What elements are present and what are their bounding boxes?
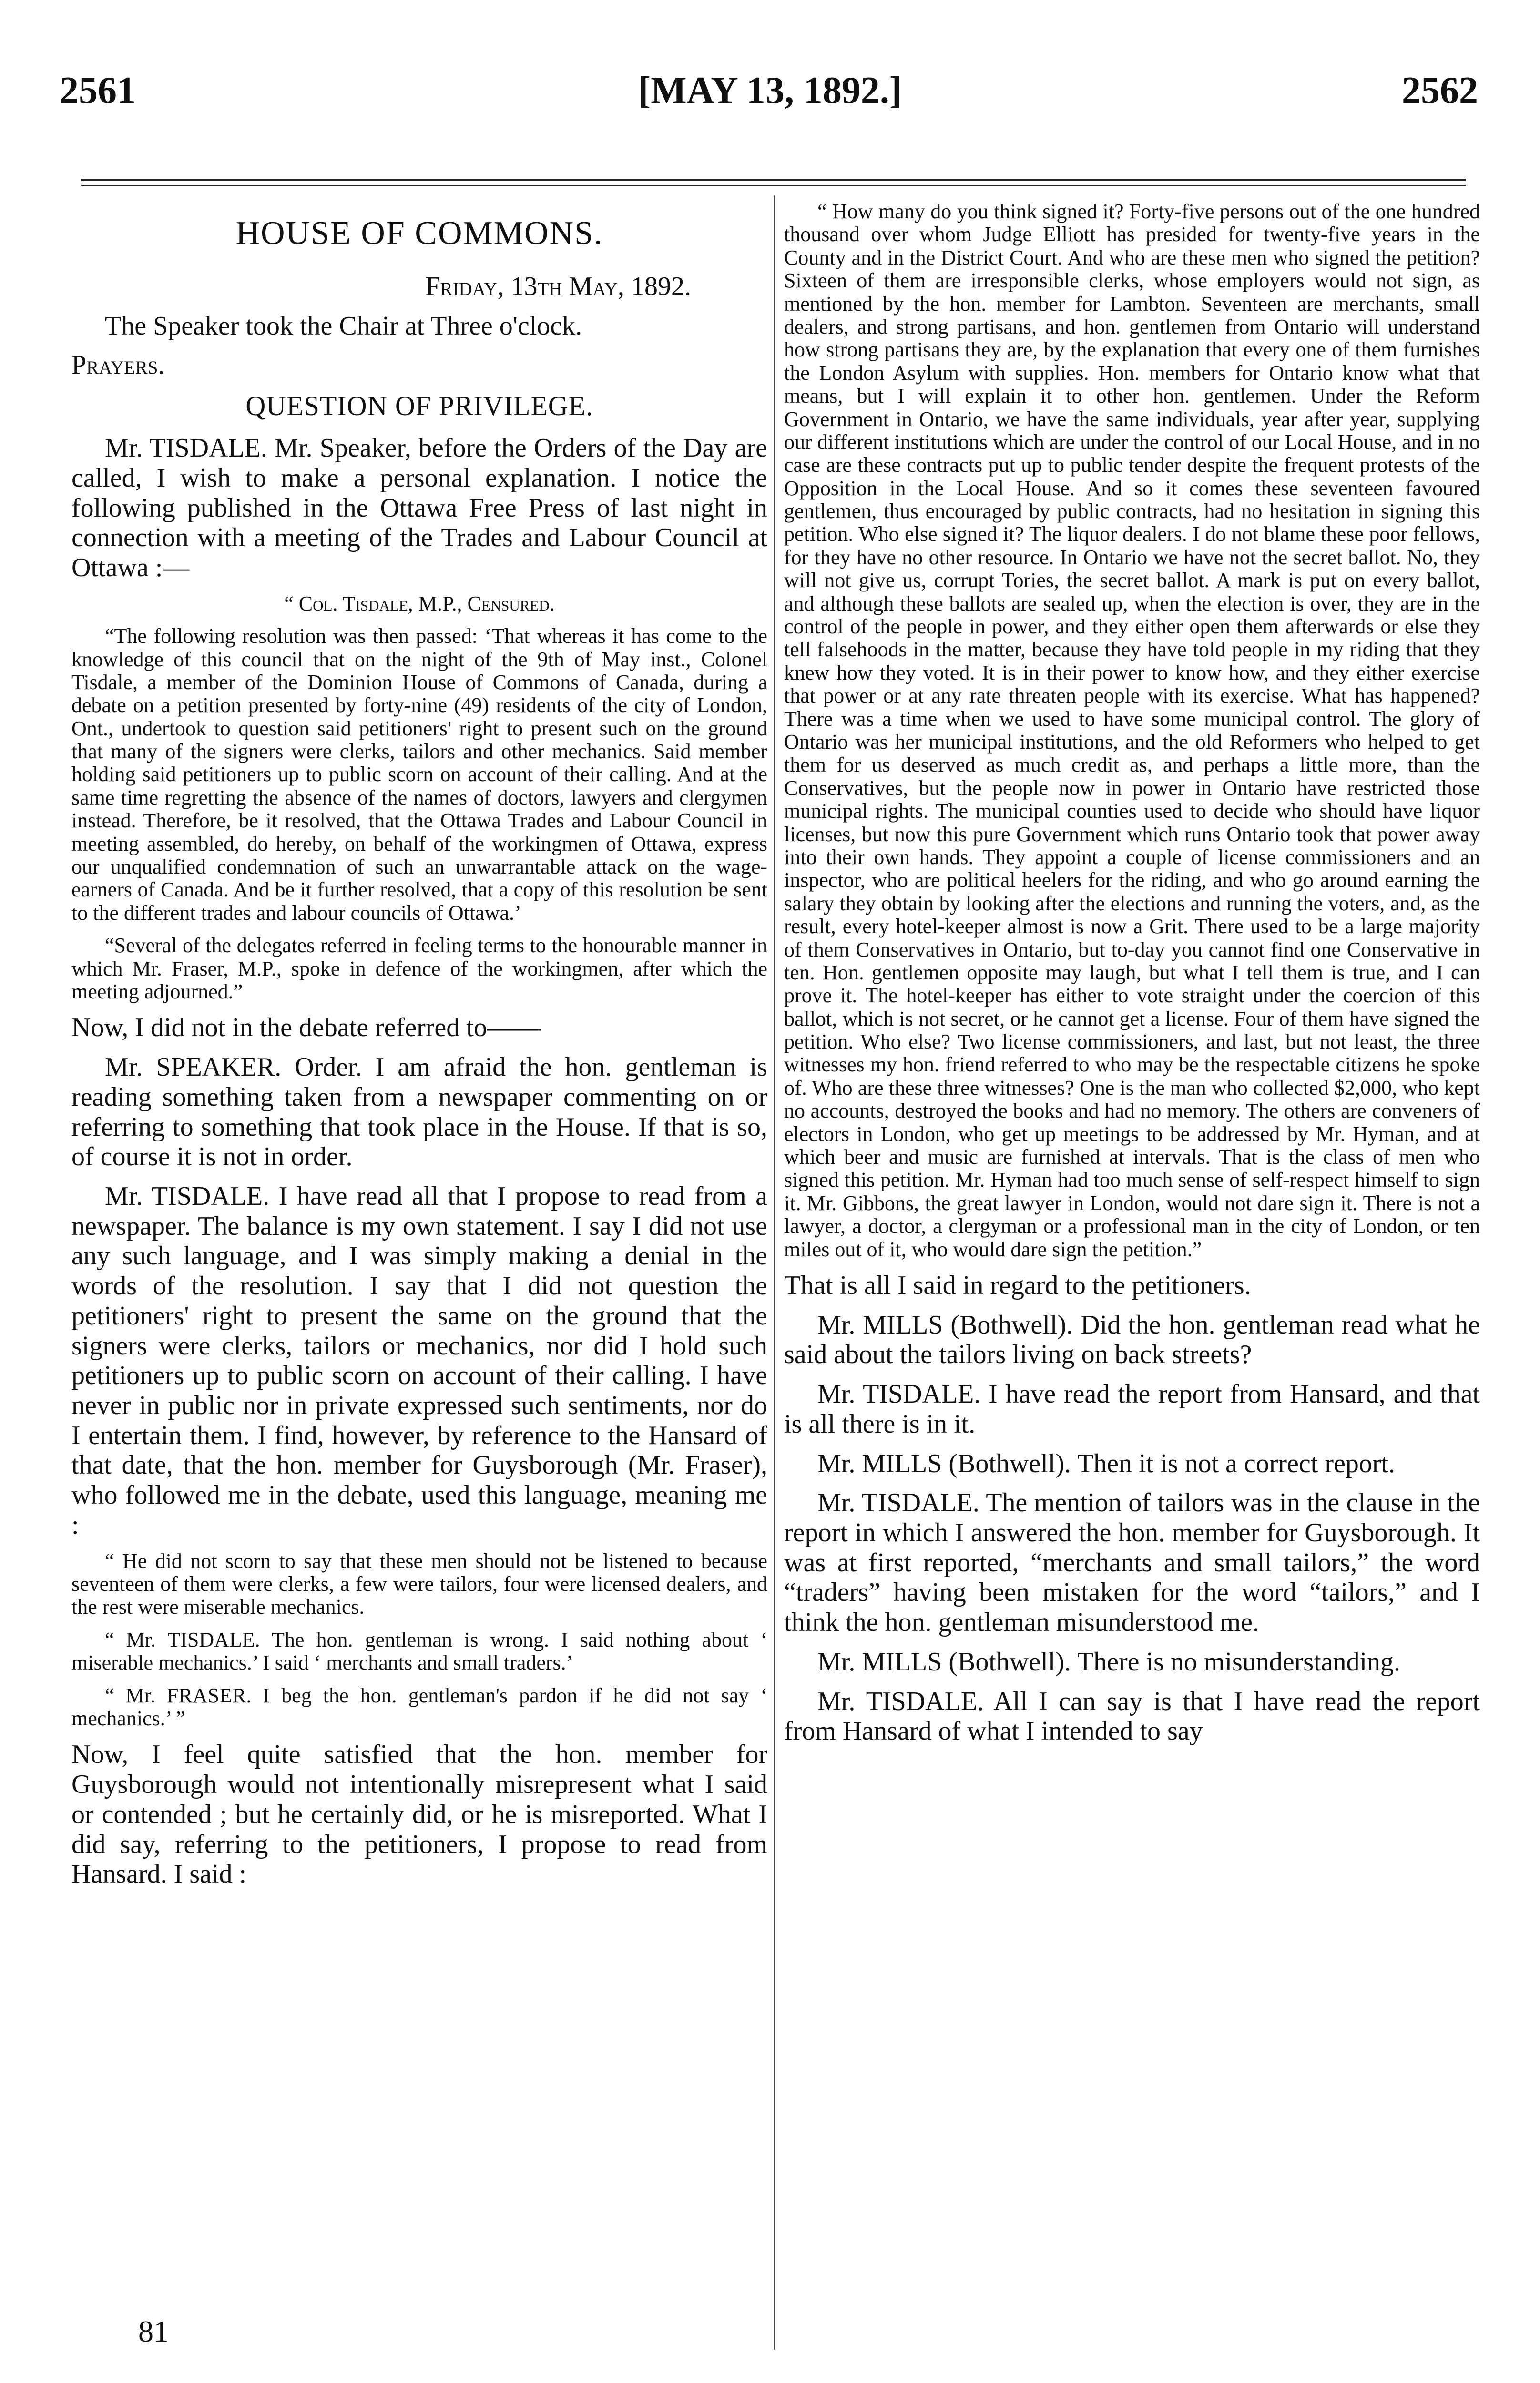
right-page-number: 2562	[1402, 70, 1478, 112]
left-column	[71, 200, 767, 2297]
sitting-date: Friday, 13th May, 1892.	[425, 272, 691, 301]
column-divider	[774, 195, 775, 2350]
subsection-title: QUESTION OF PRIVILEGE.	[245, 390, 593, 422]
header-rule-thin	[81, 185, 1466, 186]
paragraph: Mr. SPEAKER. Order. I am afraid the hon. gentleman is reading something taken from a newspaper commenting on or referring to something that took place in the House. If that is so, of course it is not in order.	[71, 1052, 767, 1172]
paragraph: Mr. MILLS (Bothwell). Did the hon. gentleman read what he said about the tailors living on back streets?	[784, 1310, 1480, 1370]
paragraph: That is all I said in regard to the petitioners.	[784, 1270, 1251, 1300]
prayers-heading: Prayers.	[71, 350, 165, 380]
speaker-took-chair: The Speaker took the Chair at Three o'clock.	[105, 311, 582, 341]
paragraph: Mr. TISDALE. All I can say is that I have read the report from Hansard of what I intended to say	[784, 1686, 1480, 1746]
paragraph: Mr. TISDALE. Mr. Speaker, before the Orders of the Day are called, I wish to make a personal explanation. I notice the following published in the Ottawa Free Press of last night in connection with a meeting of the Trades and Labour Council at Ottawa :—	[71, 433, 767, 583]
header-date: [MAY 13, 1892.]	[638, 70, 902, 112]
paragraph: Mr. MILLS (Bothwell). Then it is not a correct report.	[817, 1448, 1396, 1478]
header-rule	[81, 179, 1466, 181]
quote-paragraph: “The following resolution was then passed: ‘That whereas it has come to the knowledge of this council that on the night of the 9th of May inst., Colonel Tisdale, a member of the Dominion House of Commons of Canada, during a debate on a petition presented by forty-nine (49) residents of the city of London, Ont., undertook to question said petitioners' right to present such on the ground that many of the signers were clerks, tailors and other mechanics. Said member holding said petitioners up to public scorn on account of their calling. And at the same time regretting the absence of the names of doctors, lawyers and clergymen instead. Therefore, be it resolved, that the Ottawa Trades and Labour Council in meeting assembled, do hereby, on behalf of the workingmen of Ottawa, express our unqualified condemnation of such an unwarrantable attack on the wage-earners of Canada. And be it further resolved, that a copy of this resolution be sent to the different trades and labour councils of Ottawa.’	[71, 624, 767, 925]
right-column	[784, 200, 1480, 2297]
section-title: HOUSE OF COMMONS.	[235, 215, 603, 252]
quote-heading: “ Col. Tisdale, M.P., Censured.	[284, 591, 555, 615]
quote-paragraph: “Several of the delegates referred in feeling terms to the honourable manner in which Mr. Fraser, M.P., spoke in defence of the workingmen, after which the meeting adjourned.”	[71, 934, 767, 1003]
quote-paragraph: “ How many do you think signed it? Forty-five persons out of the one hundred thousand over whom Judge Elliott has presided for twenty-five years in the County and in the District Court. And who are these men who signed the petition? Sixteen of them are irresponsible clerks, whose employers would not sign, as mentioned by the hon. member for Lambton. Seventeen are merchants, small dealers, and strong partisans, and hon. gentlemen from Ontario will understand how strong partisans they are, by the explanation that every one of them furnishes the London Asylum with supplies. Hon. members for Ontario know what that means, but I will explain it to other hon. gentlemen. Under the Reform Government in Ontario, we have the same individuals, year after year, supplying our different institutions which are under the control of our Local House, and in no case are these contracts put up to public tender despite the frequent protests of the Opposition in the Local House. And so it comes these seventeen favoured gentlemen, thus encouraged by public contracts, had no hesitation in signing this petition. Who else signed it? The liquor dealers. I do not blame these poor fellows, for they have no other resource. In Ontario we have not the secret ballot. No, they will not give us, corrupt Tories, the secret ballot. A mark is put on every ballot, and although these ballots are sealed up, when the election is over, they are in the control of the people in power, and they either open them afterwards or else they tell falsehoods in the matter, because they have told people in my riding that they knew how they voted. It is in their power to know how, and they either exercise that power or at any rate threaten people with its exercise. What has happened? There was a time when we used to have some municipal control. The glory of Ontario was her municipal institutions, and the old Reformers who helped to get them for us deserved as much credit as, and perhaps a little more, than the Conservatives, but the people now in power in Ontario have restricted those municipal rights. The municipal counties used to decide who should have liquor licenses, but now this pure Government which runs Ontario took that power away into their own hands. They appoint a couple of license commissioners and an inspector, who are political heelers for the riding, and who go around earning the salary they obtain by looking after the elections and running the voters, and, as the result, every hotel-keeper almost is now a Grit. There used to be a large majority of them Conservatives in Ontario, but to-day you cannot find one Conservative in ten. Hon. gentlemen opposite may laugh, but what I tell them is true, and I can prove it. The hotel-keeper has either to vote straight under the coercion of this ballot, which is not secret, or he cannot get a license. Four of them have signed the petition. Who else? Two license commissioners, and last, but not least, the three witnesses my hon. friend referred to who may be the respectable citizens he spoke of. Who are these three witnesses? One is the man who collected $2,000, who kept no accounts, destroyed the books and had no memory. The others are conveners of electors in London, who get up meetings to be addressed by Mr. Hyman, and at which beer and music are furnished at intervals. That is the class of men who signed this petition. Mr. Hyman had too much sense of self-respect himself to sign it. Mr. Gibbons, the great lawyer in London, would not dare sign it. There is not a lawyer, a doctor, a clergyman or a professional man in the city of London, or ten miles out of it, who would dare sign the petition.”	[784, 200, 1480, 1261]
page-header	[0, 0, 1540, 157]
paragraph: Mr. MILLS (Bothwell). There is no misunderstanding.	[817, 1647, 1401, 1677]
left-page-number: 2561	[60, 70, 136, 112]
paragraph: Mr. TISDALE. I have read all that I propose to read from a newspaper. The balance is my own statement. I say I did not use any such language, and I was simply making a denial in the words of the resolution. I say that I did not question the petitioners' right to present the same on the ground that the signers were clerks, tailors or mechanics, nor did I hold such petitioners up to public scorn on account of their calling. I have never in public nor in private expressed such sentiments, nor do I entertain them. I find, however, by reference to the Hansard of that date, that the hon. member for Guysborough (Mr. Fraser), who followed me in the debate, used this language, meaning me :	[71, 1181, 767, 1540]
signature-mark: 81	[138, 2314, 169, 2348]
paragraph: Now, I feel quite satisfied that the hon. member for Guysborough would not intentionally misrepresent what I said or contended ; but he certainly did, or he is misreported. What I did say, referring to the petitioners, I propose to read from Hansard. I said :	[71, 1740, 767, 1889]
quote-paragraph: “ Mr. FRASER. I beg the hon. gentleman's pardon if he did not say ‘ mechanics.’ ”	[71, 1683, 767, 1730]
quote-paragraph: “ Mr. TISDALE. The hon. gentleman is wrong. I said nothing about ‘ miserable mechanics.’ I said ‘ merchants and small traders.’	[71, 1628, 767, 1675]
paragraph: Now, I did not in the debate referred to——	[71, 1013, 541, 1043]
quote-paragraph: “ He did not scorn to say that these men should not be listened to because seventeen of them were clerks, a few were tailors, four were licensed dealers, and the rest were miserable mechanics.	[71, 1549, 767, 1619]
paragraph: Mr. TISDALE. I have read the report from Hansard, and that is all there is in it.	[784, 1379, 1480, 1439]
paragraph: Mr. TISDALE. The mention of tailors was in the clause in the report in which I answered the hon. member for Guysborough. It was at first reported, “merchants and small tailors,” the word “traders” having been mistaken for the word “tailors,” and I think the hon. gentleman misunderstood me.	[784, 1488, 1480, 1638]
